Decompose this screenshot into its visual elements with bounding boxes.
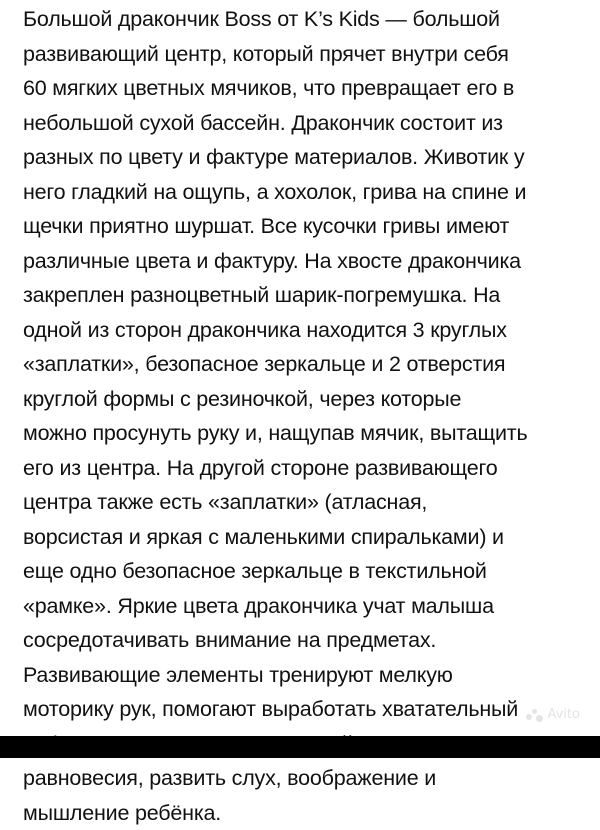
text-line: «рамке». Яркие цвета дракончика учат малыша: [23, 589, 583, 624]
text-line: Большой дракончик Boss от K’s Kids — большой: [23, 2, 583, 37]
text-line: «заплатки», безопасное зеркальце и 2 отверстия: [23, 347, 583, 382]
text-line: 60 мягких цветных мячиков, что превращает его в: [23, 71, 583, 106]
text-line: круглой формы с резиночкой, через которые: [23, 382, 583, 417]
avito-watermark: [526, 707, 581, 722]
text-line: Развивающие элементы тренируют мелкую: [23, 658, 583, 693]
text-line: закреплен разноцветный шарик-погремушка. На: [23, 278, 583, 313]
text-line: еще одно безопасное зеркальце в текстильной: [23, 554, 583, 589]
text-line: развивающий центр, который прячет внутри себя: [23, 37, 583, 72]
text-line: разных по цвету и фактуре материалов. Животик у: [23, 140, 583, 175]
text-line: одной из сторон дракончика находится 3 круглых: [23, 313, 583, 348]
text-line: центра также есть «заплатки» (атласная,: [23, 485, 583, 520]
text-line: его из центра. На другой стороне развивающего: [23, 451, 583, 486]
text-line: можно просунуть руку и, нащупав мячик, вытащить: [23, 416, 583, 451]
text-line: него гладкий на ощупь, а хохолок, грива на спине и: [23, 175, 583, 210]
text-line: мышление ребёнка.: [23, 796, 583, 830]
description-text: [23, 2, 583, 830]
text-line: щечки приятно шуршат. Все кусочки гривы имеют: [23, 209, 583, 244]
text-line: небольшой сухой бассейн. Дракончик состоит из: [23, 106, 583, 141]
text-line: ворсистая и яркая с маленькими спиральками) и: [23, 520, 583, 555]
text-line: различные цвета и фактуру. На хвосте дракончика: [23, 244, 583, 279]
watermark-text: Avito: [548, 707, 581, 722]
text-line: моторику рук, помогают выработать хватательный: [23, 692, 583, 727]
text-line: равновесия, развить слух, воображение и: [23, 761, 583, 796]
bottom-black-bar: [0, 736, 600, 758]
avito-logo-icon: [526, 709, 544, 721]
text-line: сосредотачивать внимание на предметах.: [23, 623, 583, 658]
